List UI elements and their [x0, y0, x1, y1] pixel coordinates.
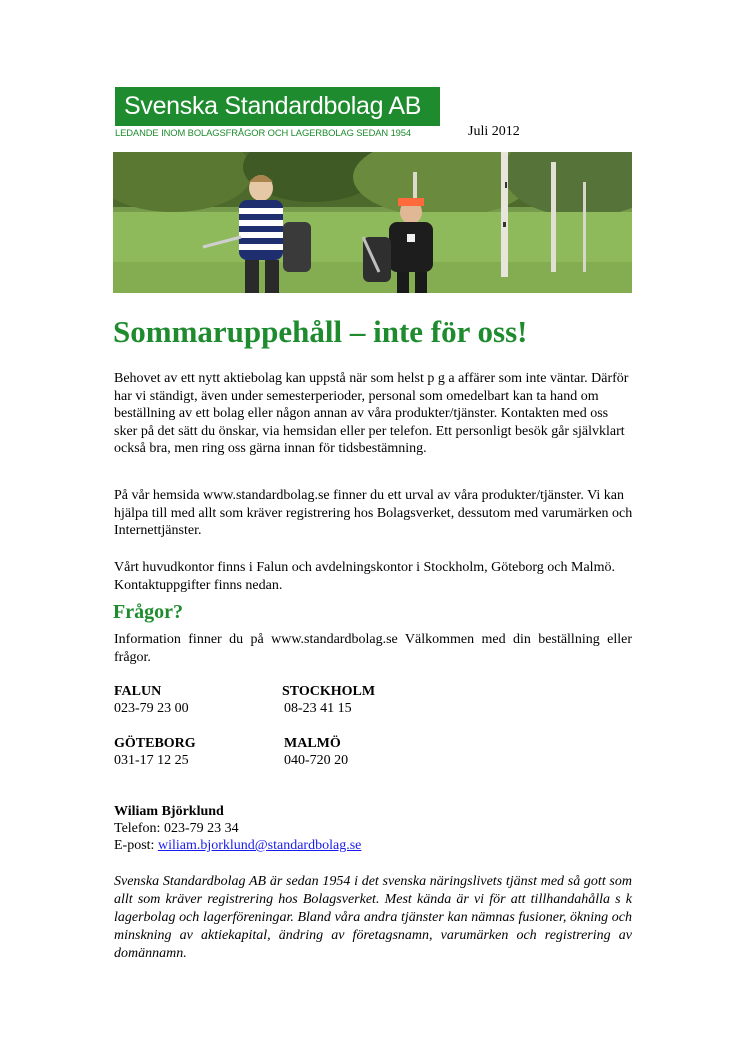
office-phone: 031-17 12 25	[114, 753, 189, 768]
questions-text: Information finner du på www.standardbolag.se Välkommen med din beställning eller frågor.	[114, 632, 632, 665]
closing-paragraph: Svenska Standardbolag AB är sedan 1954 i det svenska näringslivets tjänst med så gott som allt som kräver registrering hos Bolagsverket. Mest kända är vi för att tillhandahålla s k lagerbolag och lagerföreningar. Bland våra andra tjänster kan nämnas fusioner, ökning och minskning av aktiekapital, ändring av företagsnamn, varumärken och registrering av domännamn.	[114, 874, 632, 961]
office-malmo	[284, 735, 348, 769]
logo-tagline: LEDANDE INOM BOLAGSFRÅGOR OCH LAGERBOLAG SEDAN 1954	[115, 125, 440, 138]
issue-date: Juli 2012	[468, 124, 520, 139]
contact-email-line	[114, 837, 361, 854]
office-city: GÖTEBORG	[114, 736, 196, 751]
office-goteborg	[114, 735, 196, 769]
contact-name: Wiliam Björklund	[114, 804, 224, 819]
office-phone: 023-79 23 00	[114, 701, 189, 716]
office-stockholm	[282, 683, 375, 717]
company-logo	[115, 87, 440, 125]
office-city: FALUN	[114, 684, 162, 699]
body-paragraph-3: Vårt huvudkontor finns i Falun och avdelningskontor i Stockholm, Göteborg och Malmö. Kontaktuppgifter finns nedan.	[114, 560, 615, 593]
body-paragraph-2: På vår hemsida www.standardbolag.se finner du ett urval av våra produkter/tjänster. Vi kan hjälpa till med allt som kräver registrering hos Bolagsverket, dessutom med varumärken och Internettjänster.	[114, 488, 633, 538]
office-falun	[114, 683, 189, 717]
office-phone: 08-23 41 15	[284, 701, 352, 716]
questions-heading: Frågor?	[113, 601, 183, 623]
office-city: STOCKHOLM	[282, 684, 376, 699]
email-link[interactable]: wiliam.bjorklund@standardbolag.se	[157, 838, 362, 853]
office-city: MALMÖ	[284, 736, 341, 751]
email-label: E-post:	[114, 838, 158, 853]
office-phone: 040-720 20	[284, 753, 349, 768]
contact-phone: Telefon: 023-79 23 34	[114, 821, 239, 836]
logo-text: Svenska Standardbolag AB	[124, 92, 422, 120]
headline: Sommaruppehåll – inte för oss!	[113, 314, 528, 349]
golf-photo	[113, 152, 632, 293]
contact-block	[114, 803, 361, 854]
body-paragraph-1: Behovet av ett nytt aktiebolag kan uppstå när som helst p g a affärer som inte väntar. Därför har vi ständigt, även under semesterperioder, personal som omedelbart kan ta hand om beställning av ett bolag eller någon annan av våra produkter/tjänster. Kontakten med oss sker på det sätt du önskar, via hemsidan eller per telefon. Ett personligt besök går självklart också bra, men ring oss gärna innan för tidsbestämning.	[114, 371, 629, 456]
